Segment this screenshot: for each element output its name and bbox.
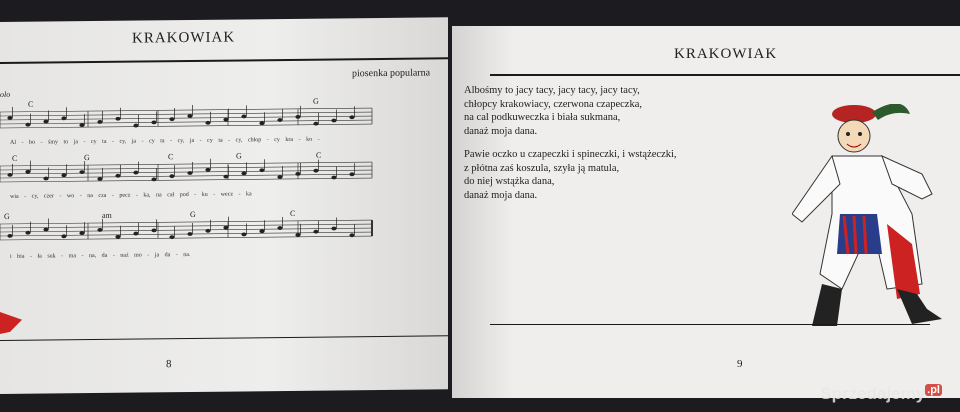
note-head: [187, 232, 192, 236]
note-head: [133, 124, 138, 128]
lyrics-line-3: i bia - ła suk - ma - na, da - naż mo - ja da - na.: [10, 252, 191, 260]
note-head: [61, 234, 66, 238]
chord-symbol: am: [102, 210, 112, 220]
note-head: [187, 114, 192, 118]
note-head: [7, 173, 12, 177]
note-head: [7, 234, 12, 238]
chord-symbol: C: [168, 152, 174, 162]
chord-symbol: G: [190, 209, 196, 220]
note-head: [205, 229, 210, 233]
note-head: [25, 170, 30, 174]
note-head: [79, 170, 84, 174]
note-head: [169, 174, 174, 178]
note-head: [133, 171, 138, 175]
tempo-marking: olo: [0, 89, 11, 99]
note-head: [151, 177, 156, 181]
note-head: [331, 176, 336, 180]
note-head: [205, 121, 210, 125]
note-head: [331, 119, 336, 123]
chord-symbol: G: [84, 153, 90, 163]
note-head: [79, 123, 84, 127]
note-head: [241, 115, 246, 119]
note-head: [313, 230, 318, 234]
note-head: [43, 120, 48, 124]
watermark-name: Sprzedajemy: [820, 384, 926, 403]
note-head: [115, 117, 120, 121]
staff-line: [0, 174, 372, 178]
header-rule: [490, 74, 960, 76]
song-title: KRAKOWIAK: [132, 29, 236, 47]
staff-line: [0, 108, 372, 112]
staff-line: [0, 112, 372, 116]
page-number: 9: [737, 358, 743, 370]
note-head: [151, 228, 156, 232]
lyrics-line-1: Al - bo - śmy to ja - cy ta - cy, ja - cy ta - cy, ja - cy ta - cy, chłop - cy kra - ko -: [10, 136, 320, 146]
note-head: [295, 233, 300, 237]
note-head: [313, 169, 318, 173]
staff-line: [0, 236, 372, 240]
note-head: [133, 232, 138, 236]
note-head: [25, 231, 30, 235]
character-hat-fragment: [0, 292, 40, 352]
right-page: [452, 26, 960, 398]
note-head: [259, 229, 264, 233]
staff-line: [0, 162, 372, 166]
note-head: [7, 116, 12, 120]
chord-symbol: G: [4, 211, 10, 221]
staff-line: [0, 224, 372, 228]
chord-symbol: C: [28, 99, 34, 109]
note-head: [169, 235, 174, 239]
song-title: KRAKOWIAK: [674, 46, 778, 62]
note-head: [349, 233, 354, 237]
note-head: [97, 120, 102, 124]
note-head: [43, 228, 48, 232]
note-head: [349, 172, 354, 176]
chord-symbol: G: [236, 151, 242, 161]
page-number: 8: [166, 358, 172, 371]
sprzedajemy-watermark: [820, 384, 942, 404]
chord-symbol: C: [316, 150, 322, 160]
note-head: [295, 172, 300, 176]
lyrics-line-2: wia - cy, czer - wo - na cza - pecz - ka, na cał pod - ku - wecz - ka: [10, 191, 252, 200]
note-head: [259, 121, 264, 125]
note-head: [313, 122, 318, 126]
note-head: [151, 120, 156, 124]
staff-line: [0, 178, 372, 182]
note-head: [187, 171, 192, 175]
note-head: [61, 173, 66, 177]
note-head: [241, 172, 246, 176]
song-subtitle: piosenka popularna: [352, 67, 431, 80]
note-head: [205, 168, 210, 172]
watermark-tld: .pl: [927, 384, 940, 396]
chord-symbol: C: [12, 153, 18, 163]
note-head: [277, 118, 282, 122]
note-head: [79, 231, 84, 235]
footer-rule: [490, 324, 930, 325]
note-head: [331, 227, 336, 231]
chord-symbol: G: [313, 96, 319, 106]
chord-symbol: C: [290, 208, 296, 218]
footer-rule: [0, 335, 448, 341]
note-head: [169, 117, 174, 121]
note-head: [115, 174, 120, 178]
note-head: [25, 123, 30, 127]
verse-2: Pawie oczko u czapeczki i spineczki, i wstążeczki, z płótna zaś koszula, szyła ją matula, do niej wstążka dana, danaż moja dana.: [464, 149, 677, 201]
note-head: [349, 115, 354, 119]
music-score: [0, 17, 448, 282]
note-head: [97, 228, 102, 232]
note-head: [277, 226, 282, 230]
verse-1: Albośmy to jacy tacy, jacy tacy, jacy tacy, chłopcy krakowiacy, czerwona czapeczka, na cal podkuweczka i biała sukmana, danaż moja dana.: [464, 85, 643, 137]
note-head: [61, 116, 66, 120]
note-head: [259, 168, 264, 172]
note-head: [97, 177, 102, 181]
note-head: [241, 233, 246, 237]
staff-line: [0, 116, 372, 120]
krakowiak-boy-illustration: [792, 104, 960, 344]
note-head: [277, 175, 282, 179]
staff-line: [0, 220, 372, 224]
note-head: [43, 177, 48, 181]
note-head: [295, 115, 300, 119]
left-page: [0, 17, 448, 394]
note-head: [115, 235, 120, 239]
